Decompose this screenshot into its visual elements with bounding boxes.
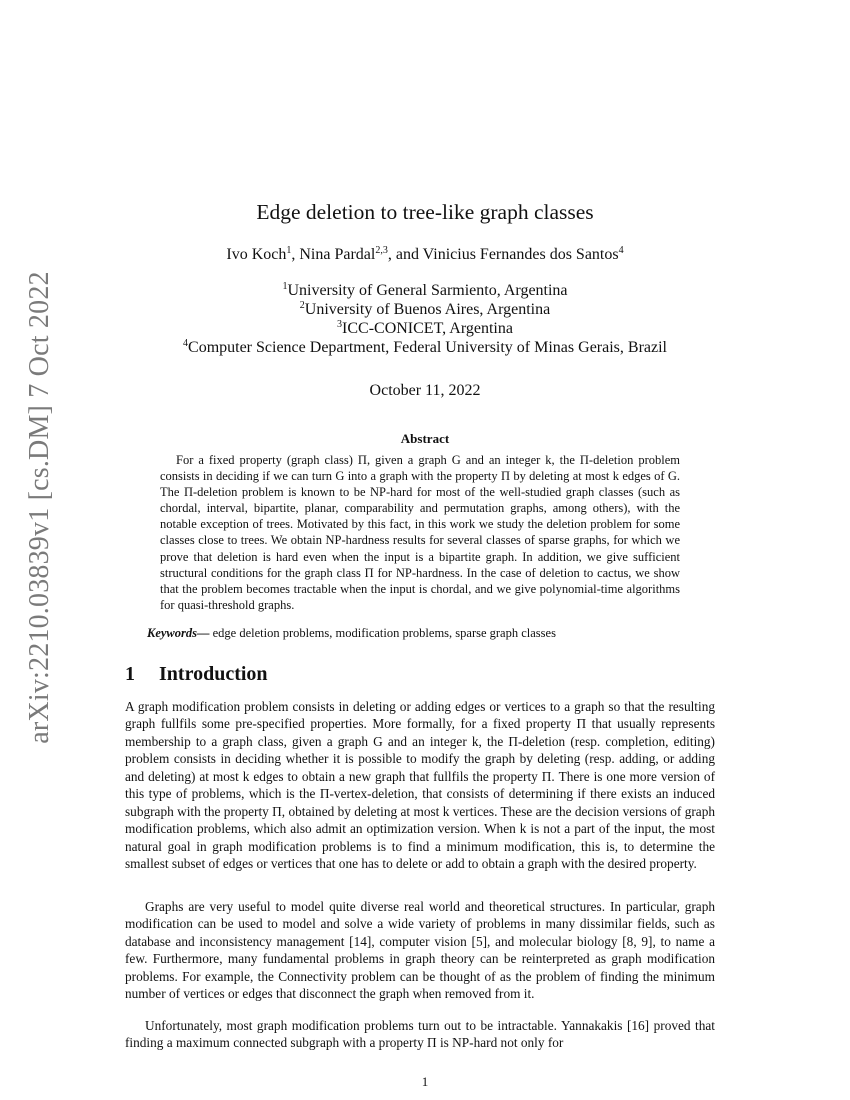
section-number: 1 [125, 663, 135, 685]
author-list [0, 246, 850, 264]
publication-date: October 11, 2022 [369, 382, 481, 399]
keywords-label: Keywords— [147, 626, 210, 640]
author-name: Vinicius Fernandes dos Santos [422, 246, 619, 263]
affiliation-mark: 2 [299, 300, 305, 311]
author-affiliation-mark: 4 [618, 245, 624, 256]
section-title: Introduction [159, 663, 268, 685]
body-paragraph: A graph modification problem consists in deleting or adding edges or vertices to a graph so that the resulting graph fullfils some pre-specified properties. More formally, for a fixed property Π that usually represents membership to a graph class, given a graph G and an integer k, the Π-deletion (resp. completion, editing) problem consists in deciding whether it is possible to modify the graph by deleting (resp. adding, or adding and deleting) at most k edges to obtain a new graph that fullfils the property Π. There is one more version of this type of problems, which is the Π-vertex-deletion, that consists of determining if there exists an induced subgraph with the property Π, obtained by deleting at most k vertices. These are the decision versions of graph modification problems, which also admit an optimization version. When k is not a part of the input, the most natural goal in graph modification problems is to find a minimum modification, this is, to determine the smallest subset of edges or vertices that one has to delete or add to obtain a graph with the desired property. [125, 699, 715, 872]
affiliation [0, 301, 850, 319]
body-paragraph: Graphs are very useful to model quite diverse real world and theoretical structures. In particular, graph modification can be used to model and solve a wide variety of problems in many dissimilar fields, such as database and inconsistency management [14], computer vision [5], and molecular biology [8, 9], to name a few. Furthermore, many fundamental problems in graph theory can be reinterpreted as graph modification problems. For example, the Connectivity problem can be thought of as the problem of finding the minimum number of vertices or edges that disconnect the graph when removed from it. [125, 899, 715, 1002]
page-number: 1 [421, 1074, 429, 1089]
affiliation-text: Computer Science Department, Federal University of Minas Gerais, Brazil [188, 339, 667, 356]
keywords [147, 626, 707, 641]
keywords-text: edge deletion problems, modification problems, sparse graph classes [209, 626, 556, 640]
author-affiliation-mark: 1 [286, 245, 292, 256]
body-paragraph: Unfortunately, most graph modification problems turn out to be intractable. Yannakakis [16] proved that finding a maximum connected subgraph with a property Π is NP-hard not only for [125, 1018, 715, 1051]
affiliation-mark: 3 [337, 319, 343, 330]
affiliation-text: University of Buenos Aires, Argentina [304, 301, 551, 318]
affiliation [0, 282, 850, 300]
abstract-text: For a fixed property (graph class) Π, given a graph G and an integer k, the Π-deletion problem consists in deciding if we can turn G into a graph with the property Π by deleting at most k edges of G. The Π-deletion problem is known to be NP-hard for most of the well-studied graph classes (such as chordal, interval, bipartite, planar, comparability and permutation graphs, among others), with the notable exception of trees. Motivated by this fact, in this work we study the deletion problem for some classes close to trees. We obtain NP-hardness results for several classes of sparse graphs, for which we prove that deletion is hard even when the input is a bipartite graph. In addition, we give sufficient structural conditions for the graph class Π for NP-hardness. In the case of deletion to cactus, we show that the problem becomes tractable when the input is chordal, and we give polynomial-time algorithms for quasi-threshold graphs. [160, 453, 680, 612]
affiliation-text: ICC-CONICET, Argentina [342, 320, 513, 337]
affiliation [0, 339, 850, 357]
section-heading [125, 663, 268, 686]
abstract-heading: Abstract [400, 431, 450, 446]
author-separator: , [291, 246, 300, 263]
author-name: Ivo Koch [226, 246, 287, 263]
affiliation-text: University of General Sarmiento, Argentina [287, 282, 568, 299]
paper-title: Edge deletion to tree-like graph classes [256, 200, 594, 224]
author-separator: , and [387, 246, 423, 263]
affiliation-mark: 1 [282, 281, 288, 292]
author-affiliation-mark: 2,3 [375, 245, 388, 256]
author-name: Nina Pardal [299, 246, 376, 263]
arxiv-identifier: arXiv:2210.03839v1 [cs.DM] 7 Oct 2022 [24, 271, 55, 744]
affiliation [0, 320, 850, 338]
affiliation-mark: 4 [183, 338, 189, 349]
